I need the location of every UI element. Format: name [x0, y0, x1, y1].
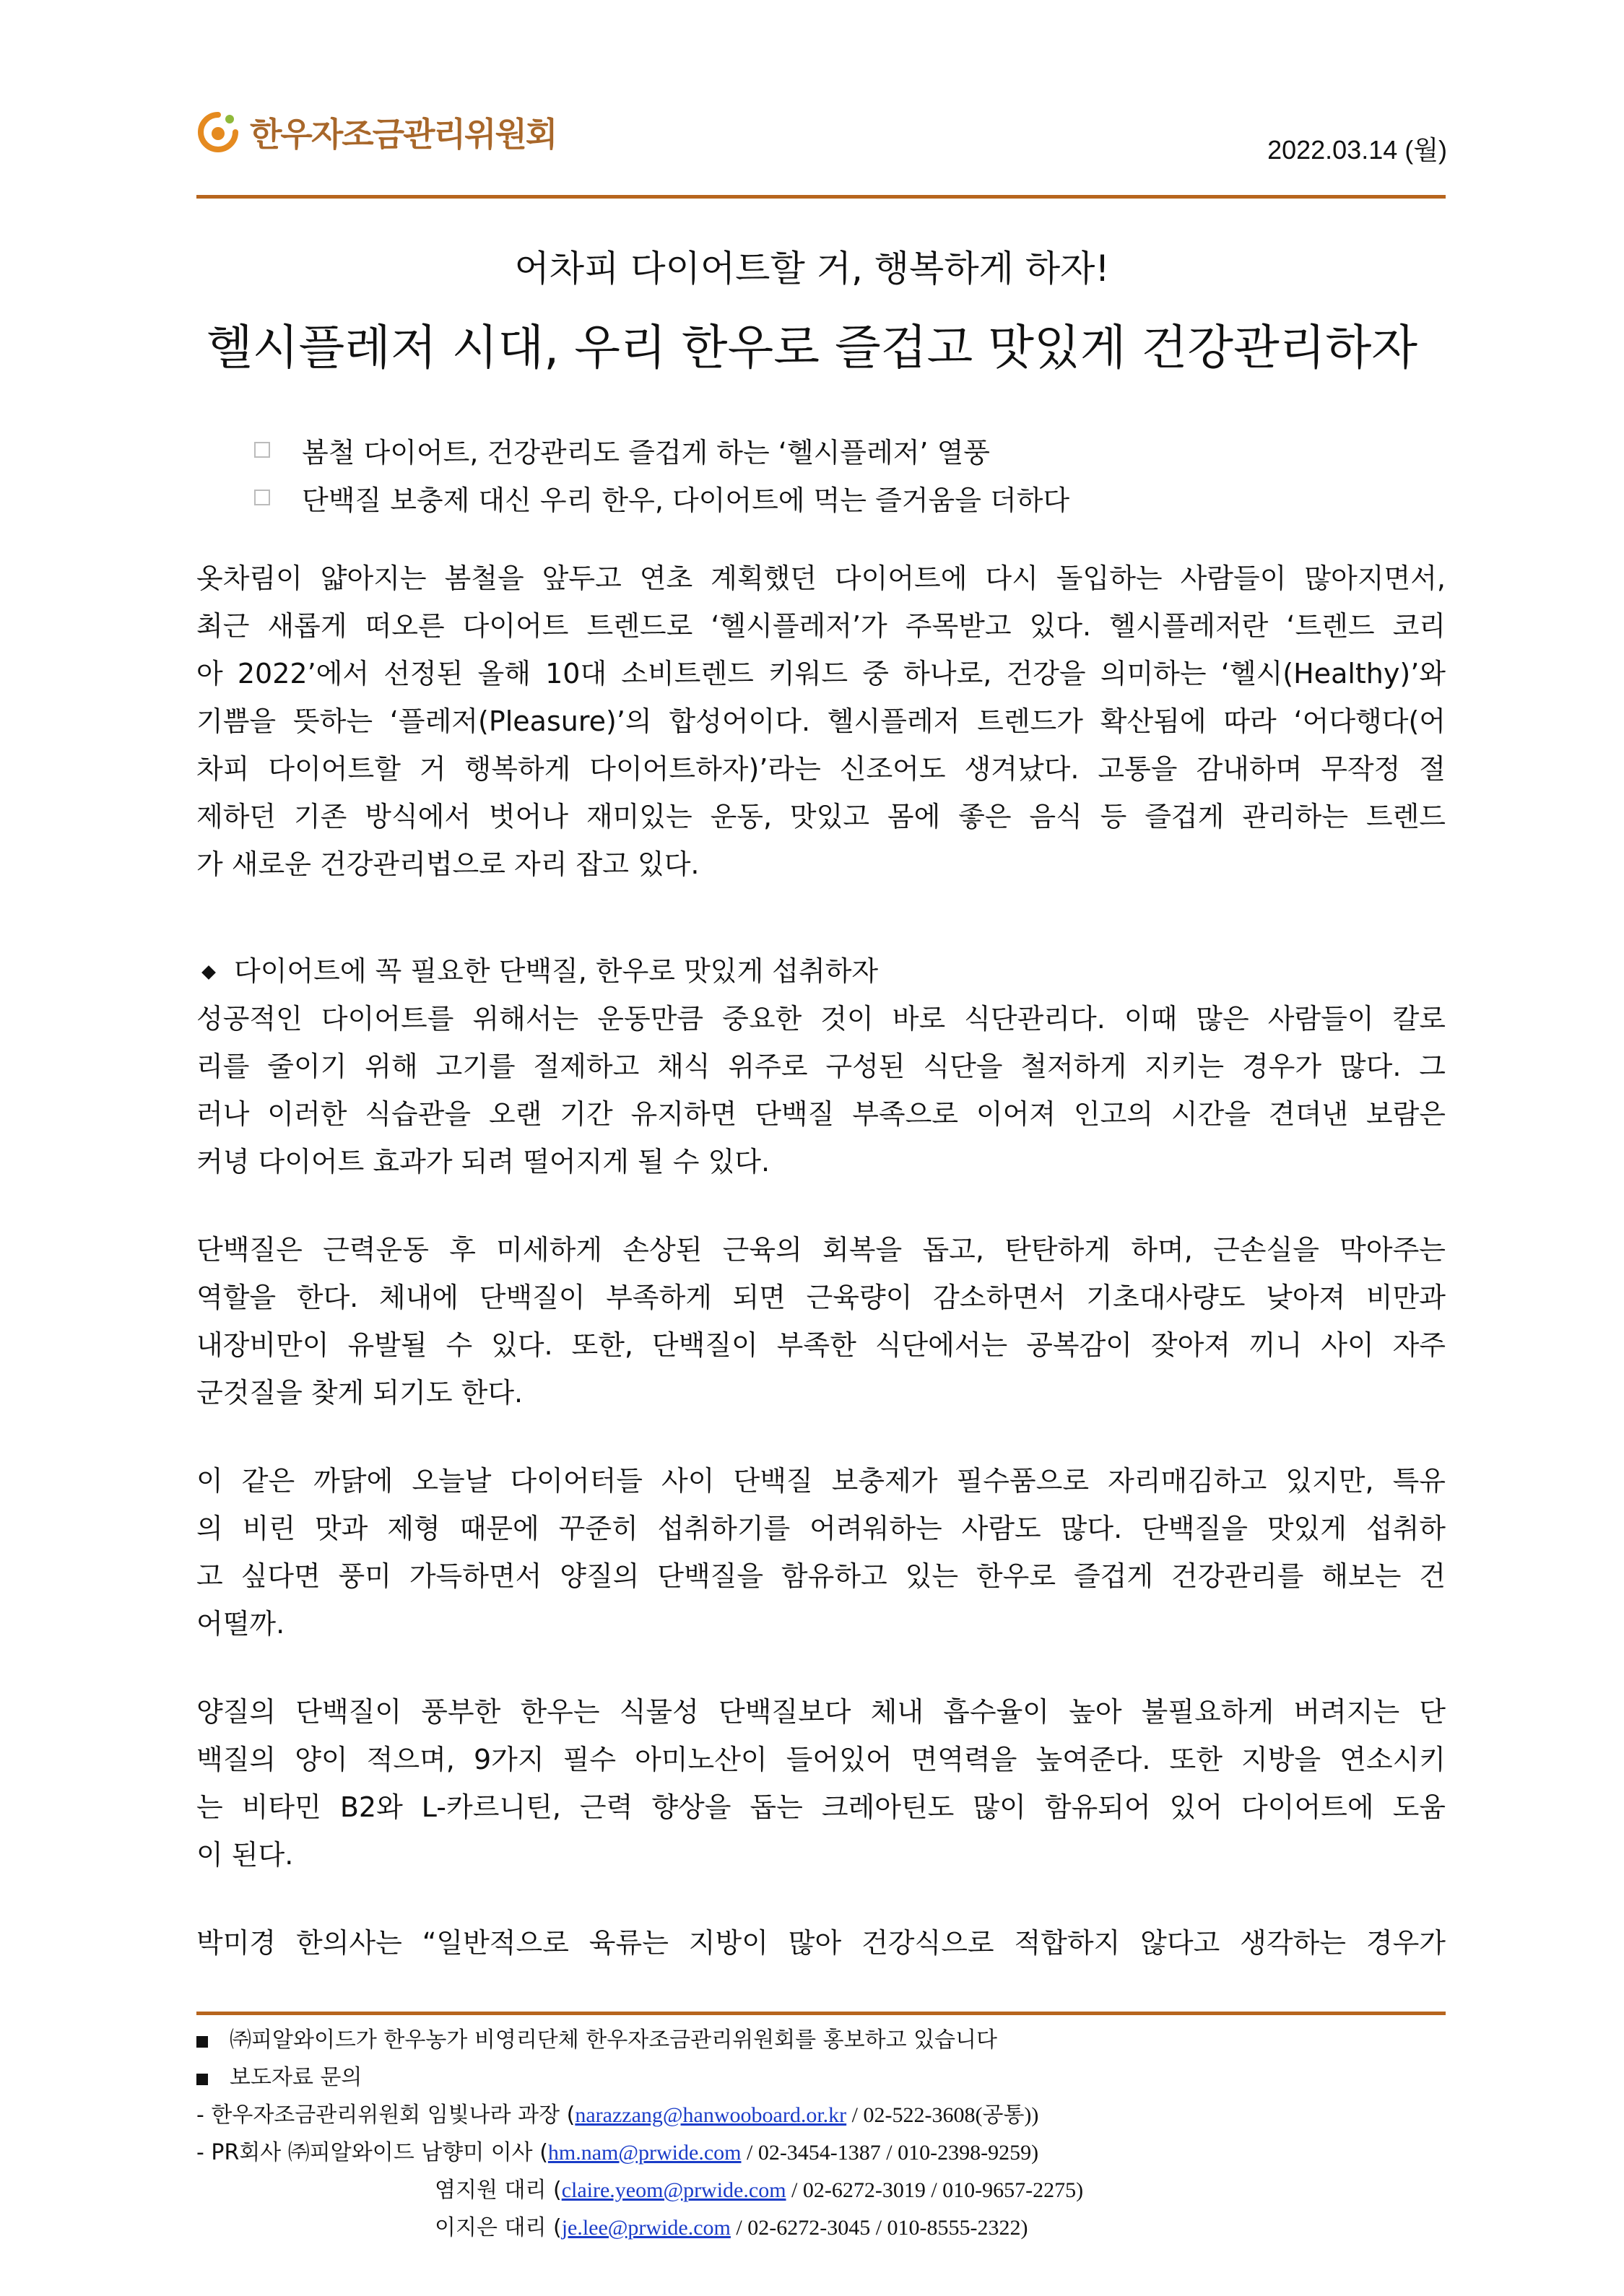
contact-line — [196, 2097, 1038, 2128]
main-title: 헬시플레저 시대, 우리 한우로 즐겁고 맛있게 건강관리하자 — [207, 320, 1417, 375]
footer-note-text: 보도자료 문의 — [230, 2065, 362, 2090]
text-line: 가 새로운 건강관리법으로 자리 잡고 있다. — [196, 848, 700, 880]
paragraph-1 — [196, 555, 1446, 888]
email-link[interactable]: narazzang@hanwooboard.or.kr — [575, 2103, 847, 2127]
section-heading — [196, 947, 878, 995]
contact-phone: / 02-6272-3019 / 010-9657-2275) — [786, 2178, 1084, 2202]
org-name: 한우자조금관리위원회 — [250, 115, 557, 154]
contact-name: - 한우자조금관리위원회 임빛나라 과장 ( — [196, 2103, 576, 2128]
email-link[interactable]: claire.yeom@prwide.com — [561, 2178, 786, 2202]
footer-note-text: ㈜피알와이드가 한우농가 비영리단체 한우자조금관리위원회를 홍보하고 있습니다 — [230, 2027, 997, 2053]
square-bullet-icon — [196, 2036, 208, 2048]
text-line: 는 비타민 B2와 L-카르니틴, 근력 향상을 돕는 크레아틴도 많이 함유되어 있어 다이어트에 도움 — [196, 1791, 1446, 1823]
section-heading-text: 다이어트에 꼭 필요한 단백질, 한우로 맛있게 섭취하자 — [234, 955, 879, 987]
contact-line — [196, 2134, 1038, 2166]
text-line: 최근 새롭게 떠오른 다이어트 트렌드로 ‘헬시플레저’가 주목받고 있다. 헬시플레저란 ‘트렌드 코리 — [196, 610, 1446, 642]
text-line: 러나 이러한 식습관을 오랜 기간 유지하면 단백질 부족으로 이어져 인고의 시간을 견뎌낸 보람은 — [196, 1098, 1446, 1130]
highlight-item — [254, 426, 1069, 474]
contact-phone: / 02-3454-1387 / 010-2398-9259) — [741, 2141, 1039, 2165]
checkbox-icon — [254, 490, 270, 505]
highlight-list — [254, 426, 1069, 521]
text-line: 단백질은 근력운동 후 미세하게 손상된 근육의 회복을 돕고, 탄탄하게 하며, 근손실을 막아주는 — [196, 1234, 1446, 1266]
release-date: 2022.03.14 (월) — [1267, 135, 1447, 165]
text-line: 의 비린 맛과 제형 때문에 꾸준히 섭취하기를 어려워하는 사람도 많다. 단백질을 맛있게 섭취하 — [196, 1513, 1446, 1544]
text-line: 백질의 양이 적으며, 9가지 필수 아미노산이 들어있어 면역력을 높여준다. 또한 지방을 연소시키 — [196, 1744, 1446, 1775]
text-line: 아 2022’에서 선정된 올해 10대 소비트렌드 키워드 중 하나로, 건강을 의미하는 ‘헬시(Healthy)’와 — [196, 658, 1446, 690]
text-line: 이 같은 까닭에 오늘날 다이어터들 사이 단백질 보충제가 필수품으로 자리매김하고 있지만, 특유 — [196, 1465, 1446, 1497]
text-line: 차피 다이어트할 거 행복하게 다이어트하자)’라는 신조어도 생겨났다. 고통을 감내하며 무작정 절 — [196, 753, 1446, 785]
text-line: 군것질을 찾게 되기도 한다. — [196, 1377, 524, 1409]
subtitle: 어차피 다이어트할 거, 행복하게 하자! — [514, 248, 1110, 290]
header-divider — [196, 195, 1446, 199]
footer-note — [196, 2059, 362, 2091]
square-bullet-icon — [196, 2074, 208, 2085]
org-logo — [196, 108, 556, 156]
text-line: 이 된다. — [196, 1839, 294, 1871]
text-line: 역할을 한다. 체내에 단백질이 부족하게 되면 근육량이 감소하면서 기초대사량도 낮아져 비만과 — [196, 1282, 1446, 1313]
paragraph-5 — [196, 1688, 1446, 1879]
email-link[interactable]: je.lee@prwide.com — [561, 2216, 731, 2240]
contact-name: 염지원 대리 ( — [435, 2178, 562, 2203]
highlight-text: 단백질 보충제 대신 우리 한우, 다이어트에 먹는 즐거움을 더하다 — [302, 484, 1070, 516]
logo-mark-icon — [196, 110, 240, 154]
text-line: 커녕 다이어트 효과가 되려 떨어지게 될 수 있다. — [196, 1146, 770, 1178]
contact-line — [435, 2209, 1028, 2241]
footer-divider — [196, 2012, 1446, 2015]
contact-phone: / 02-6272-3045 / 010-8555-2322) — [730, 2216, 1028, 2240]
contact-name: 이지은 대리 ( — [435, 2215, 562, 2240]
text-line: 제하던 기존 방식에서 벗어나 재미있는 운동, 맛있고 몸에 좋은 음식 등 즐겁게 관리하는 트렌드 — [196, 801, 1446, 832]
text-line: 내장비만이 유발될 수 있다. 또한, 단백질이 부족한 식단에서는 공복감이 잦아져 끼니 사이 자주 — [196, 1329, 1446, 1361]
text-line: 리를 줄이기 위해 고기를 절제하고 채식 위주로 구성된 식단을 철저하게 지키는 경우가 많다. 그 — [196, 1051, 1446, 1082]
contact-phone: / 02-522-3608(공통)) — [846, 2103, 1039, 2127]
paragraph-3 — [196, 1226, 1446, 1417]
text-line: 어떨까. — [196, 1608, 285, 1640]
text-line: 성공적인 다이어트를 위해서는 운동만큼 중요한 것이 바로 식단관리다. 이때 많은 사람들이 칼로 — [196, 1003, 1446, 1035]
paragraph-2 — [196, 995, 1446, 1186]
diamond-bullet-icon — [201, 965, 216, 980]
contact-name: - PR회사 ㈜피알와이드 남향미 이사 ( — [196, 2140, 548, 2165]
text-line: 양질의 단백질이 풍부한 한우는 식물성 단백질보다 체내 흡수율이 높아 불필요하게 버려지는 단 — [196, 1696, 1446, 1728]
paragraph-4 — [196, 1457, 1446, 1648]
text-line: 옷차림이 얇아지는 봄철을 앞두고 연초 계획했던 다이어트에 다시 돌입하는 사람들이 많아지면서, — [196, 562, 1446, 594]
footer-note — [196, 2022, 997, 2053]
text-line: 기쁨을 뜻하는 ‘플레저(Pleasure)’의 합성어이다. 헬시플레저 트렌드가 확산됨에 따라 ‘어다행다(어 — [196, 705, 1446, 737]
contact-line — [435, 2172, 1083, 2204]
text-line: 고 싶다면 풍미 가득하면서 양질의 단백질을 함유하고 있는 한우로 즐겁게 건강관리를 해보는 건 — [196, 1560, 1446, 1592]
text-line: 박미경 한의사는 “일반적으로 육류는 지방이 많아 건강식으로 적합하지 않다고 생각하는 경우가 — [196, 1927, 1446, 1959]
highlight-item — [254, 474, 1069, 521]
highlight-text: 봄철 다이어트, 건강관리도 즐겁게 하는 ‘헬시플레저’ 열풍 — [302, 436, 990, 469]
checkbox-icon — [254, 442, 270, 458]
email-link[interactable]: hm.nam@prwide.com — [547, 2141, 742, 2165]
paragraph-6 — [196, 1919, 1446, 1967]
